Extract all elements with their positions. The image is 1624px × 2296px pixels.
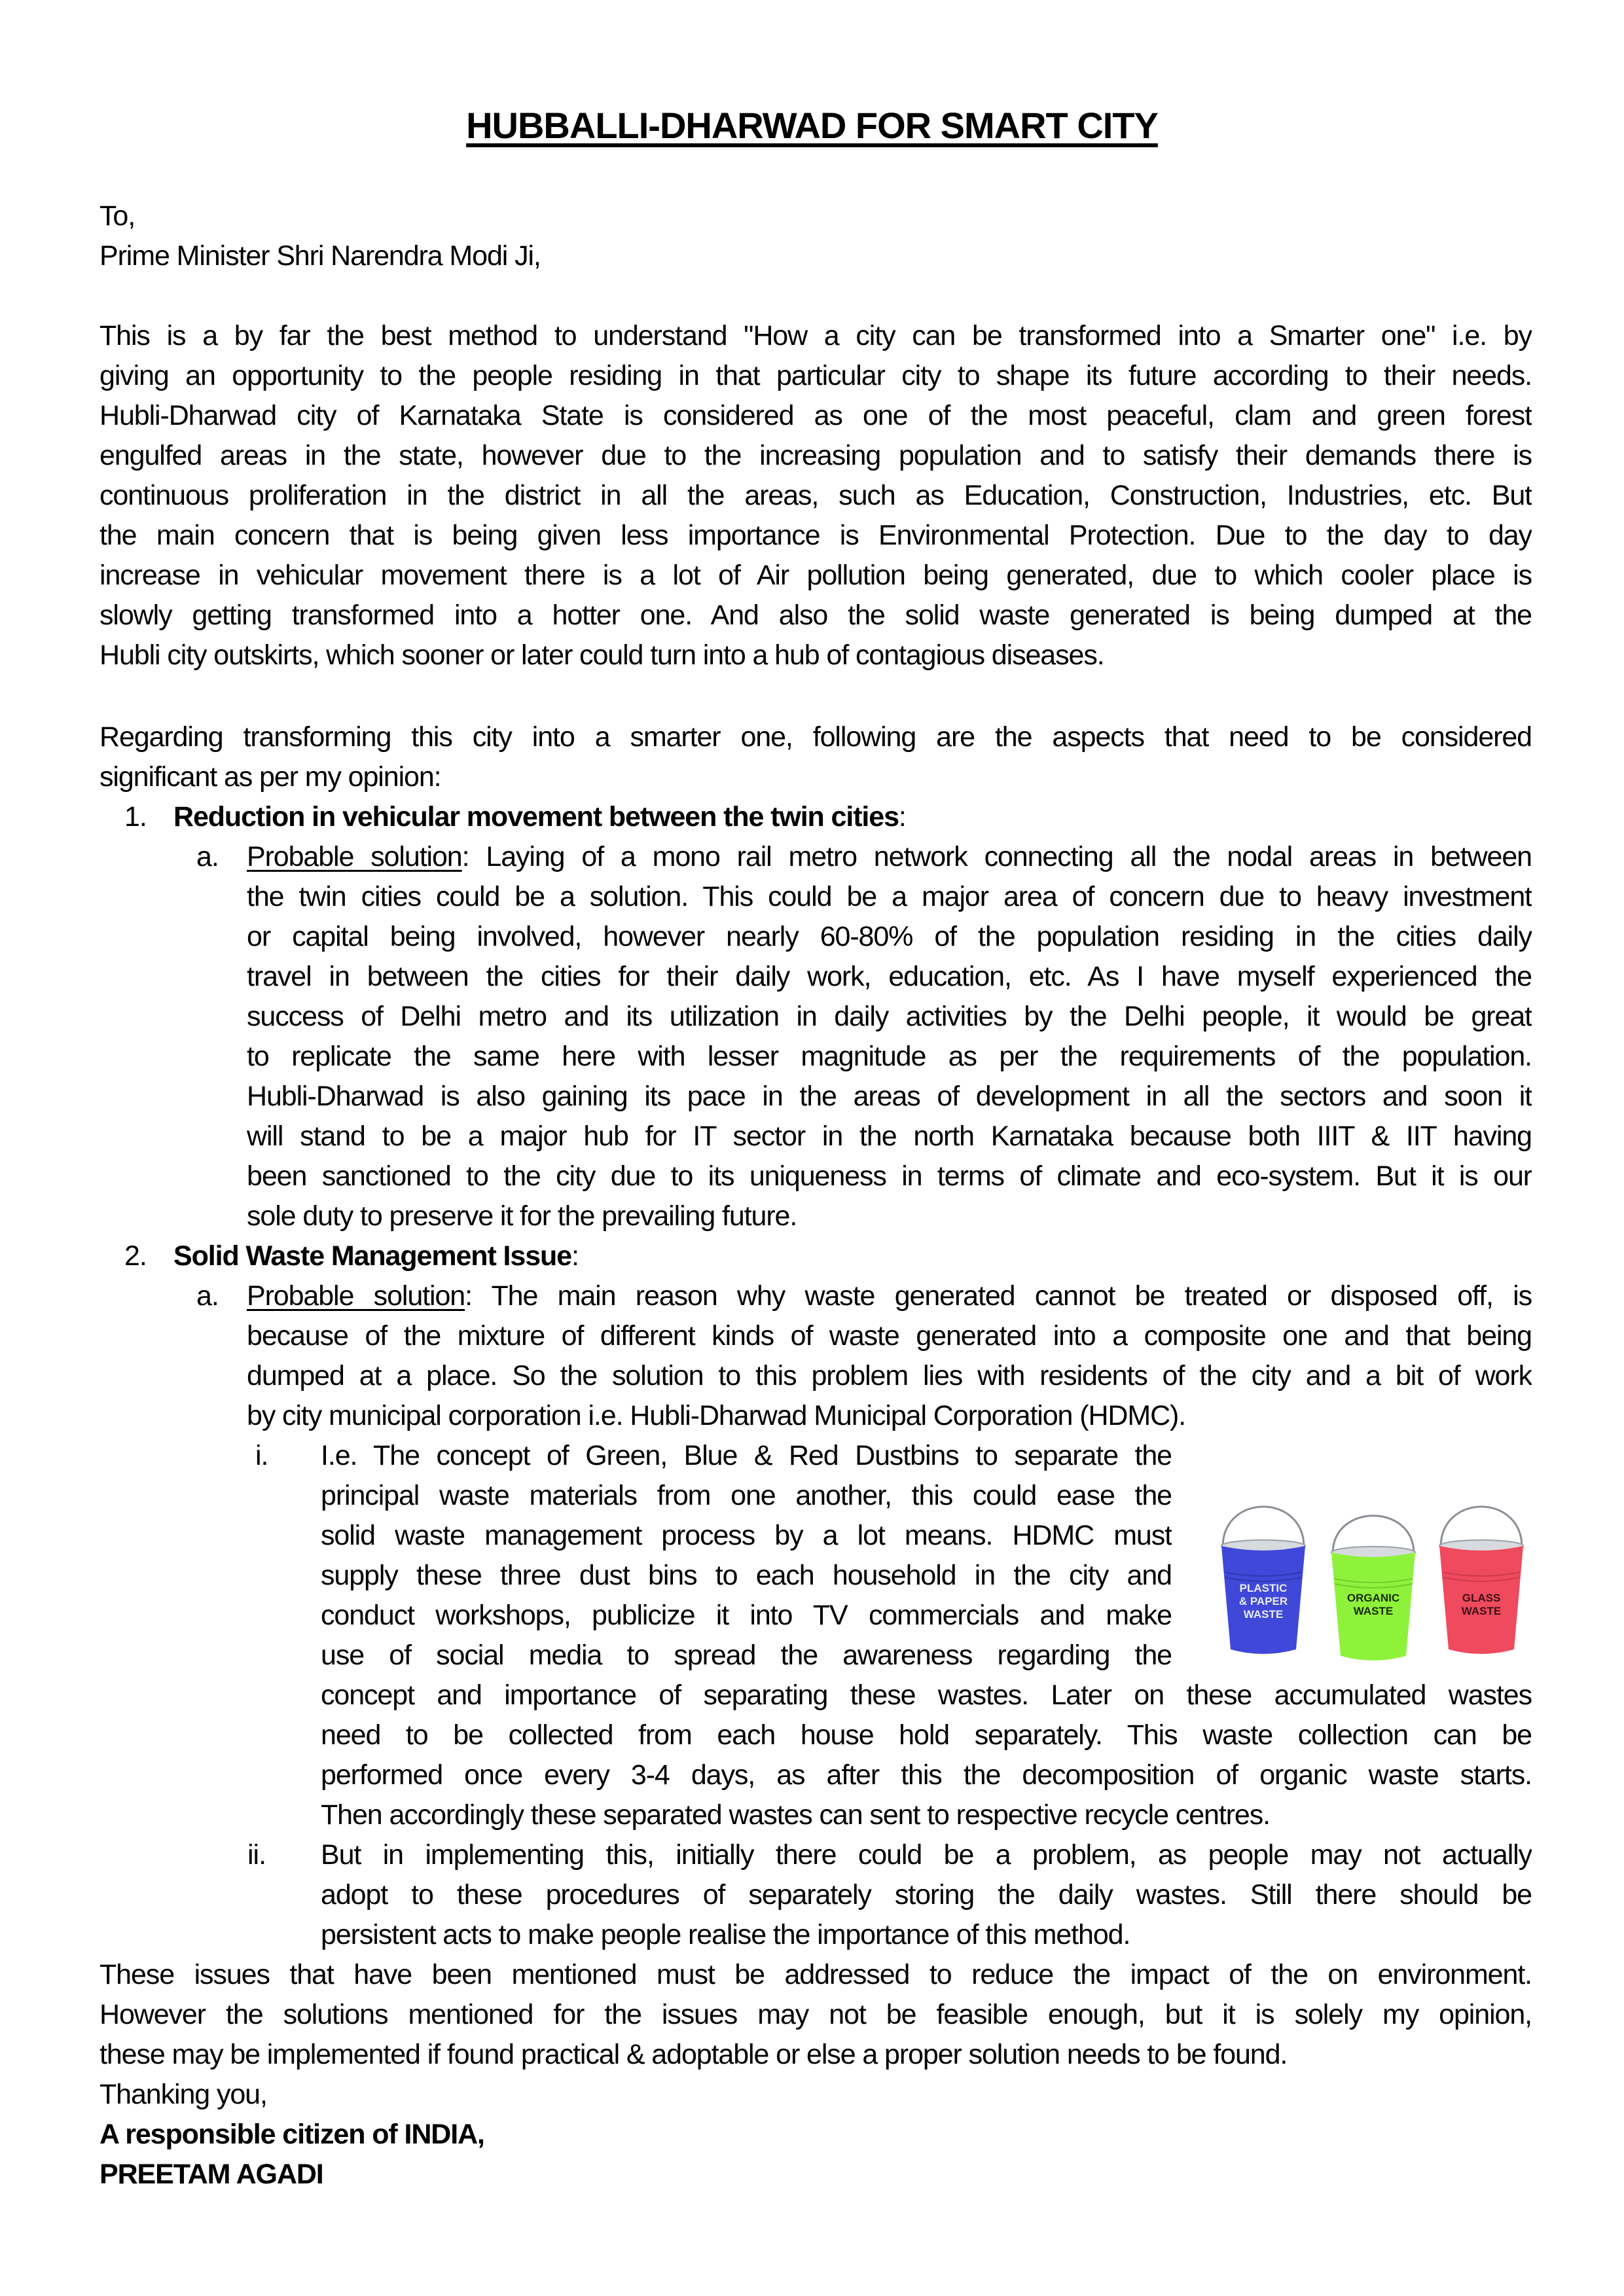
intro-line: continuous proliferation in the district in all the areas, such as Education, Construction, Industries, etc. But xyxy=(99,480,1532,511)
bin-label-line: ORGANIC xyxy=(1346,1592,1400,1604)
item-2-heading xyxy=(173,1236,1532,1276)
point-i-line: need to be collected from each house hold separately. This waste collection can be xyxy=(321,1719,1532,1751)
bin-label-plastic xyxy=(1211,1582,1316,1621)
item-2a-line: because of the mixture of different kinds of waste generated into a composite one and that being xyxy=(247,1320,1532,1352)
item-2a-line: by city municipal corporation i.e. Hubli-Dharwad Municipal Corporation (HDMC). xyxy=(247,1400,1186,1431)
bin-label-organic xyxy=(1321,1592,1426,1618)
aspects-intro xyxy=(99,717,1532,797)
bin-label-line: WASTE xyxy=(1353,1605,1394,1617)
point-i-line: supply these three dust bins to each household in the city and xyxy=(321,1560,1172,1591)
bin-label-line: PLASTIC xyxy=(1239,1582,1288,1594)
point-i-line: solid waste management process by a lot means. HDMC must xyxy=(321,1520,1172,1551)
bin-label-line: WASTE xyxy=(1461,1605,1502,1617)
point-i-line: Then accordingly these separated wastes can sent to respective recycle centres. xyxy=(321,1799,1270,1831)
point-ii-body xyxy=(321,1835,1532,1955)
item-1a-line: sole duty to preserve it for the prevailing future. xyxy=(247,1200,797,1232)
item-1a-line: success of Delhi metro and its utilization in daily activities by the Delhi people, it would be great xyxy=(247,1001,1532,1032)
point-i-line: concept and importance of separating these wastes. Later on these accumulated wastes xyxy=(321,1679,1532,1711)
closing-paragraph xyxy=(99,1955,1532,2195)
closing-line: these may be implemented if found practical & adoptable or else a proper solution needs to be found. xyxy=(99,2039,1288,2070)
item-1-heading-text: Reduction in vehicular movement between the twin cities xyxy=(173,801,899,833)
item-1a-line: been sanctioned to the city due to its uniqueness in terms of climate and eco-system. But it is our xyxy=(247,1160,1532,1192)
closing-line: These issues that have been mentioned must be addressed to reduce the impact of the on environment. xyxy=(99,1959,1532,1990)
item-2-marker: 2. xyxy=(124,1240,147,1272)
aspects-line: Regarding transforming this city into a smarter one, following are the aspects that need to be considered xyxy=(99,721,1532,753)
item-1a-line: to replicate the same here with lesser magnitude as per the requirements of the population. xyxy=(247,1041,1532,1072)
item-1a-body xyxy=(247,837,1532,1236)
dustbins-image xyxy=(1211,1480,1533,1661)
bin-label-line: WASTE xyxy=(1243,1608,1284,1621)
point-ii-line: persistent acts to make people realise the importance of this method. xyxy=(321,1919,1130,1950)
intro-line: Hubli city outskirts, which sooner or later could turn into a hub of contagious diseases. xyxy=(99,639,1104,671)
intro-line: the main concern that is being given less importance is Environmental Protection. Due to the day to day xyxy=(99,520,1532,551)
bucket-icon xyxy=(1429,1480,1534,1661)
point-i-narrow xyxy=(321,1436,1172,1676)
page-title xyxy=(0,105,1624,147)
bin-label-glass xyxy=(1429,1592,1534,1618)
item-1a-line: or capital being involved, however nearly 60-80% of the population residing in the cities daily xyxy=(247,921,1532,952)
point-ii-line: adopt to these procedures of separately storing the daily wastes. Still there should be xyxy=(321,1879,1532,1910)
point-i-line: conduct workshops, publicize it into TV commercials and make xyxy=(321,1600,1172,1631)
intro-line: Hubli-Dharwad city of Karnataka State is considered as one of the most peaceful, clam and green forest xyxy=(99,400,1532,431)
item-1-heading xyxy=(173,797,1532,837)
point-i-line: principal waste materials from one another, this could ease the xyxy=(321,1480,1172,1511)
salutation-addressee: Prime Minister Shri Narendra Modi Ji, xyxy=(99,240,541,272)
blue-dustbin xyxy=(1211,1480,1316,1661)
bucket-icon xyxy=(1211,1480,1316,1661)
bin-label-line: GLASS xyxy=(1462,1592,1501,1604)
bin-label-line: & PAPER xyxy=(1238,1595,1288,1607)
author-name: PREETAM AGADI xyxy=(99,2159,323,2190)
point-ii-line: But in implementing this, initially there could be a problem, as people may not actually xyxy=(321,1839,1532,1871)
thanks-line: Thanking you, xyxy=(99,2079,267,2110)
green-dustbin xyxy=(1321,1487,1426,1668)
point-i-line: I.e. The concept of Green, Blue & Red Dustbins to separate the xyxy=(321,1440,1172,1471)
item-1a-line: Hubli-Dharwad is also gaining its pace in the areas of development in all the sectors and soon it xyxy=(247,1081,1532,1112)
red-dustbin xyxy=(1429,1480,1534,1661)
intro-line: engulfed areas in the state, however due to the increasing population and to satisfy their demands there is xyxy=(99,440,1532,471)
salutation-to: To, xyxy=(99,200,135,232)
point-i-line: use of social media to spread the awareness regarding the xyxy=(321,1640,1172,1671)
item-2a-first-line: : The main reason why waste generated cannot be treated or disposed off, is xyxy=(465,1280,1532,1312)
aspects-line: significant as per my opinion: xyxy=(99,761,441,793)
point-i-wide xyxy=(321,1676,1532,1835)
intro-line: This is a by far the best method to understand "How a city can be transformed into a Smarter one" i.e. by xyxy=(99,320,1532,351)
intro-paragraph xyxy=(99,316,1532,675)
item-2-heading-text: Solid Waste Management Issue xyxy=(173,1240,571,1272)
item-2-heading-colon: : xyxy=(571,1240,579,1272)
item-1a-line: travel in between the cities for their daily work, education, etc. As I have myself experienced the xyxy=(247,961,1532,992)
item-1a-line: will stand to be a major hub for IT sector in the north Karnataka because both IIIT & IIT having xyxy=(247,1121,1532,1152)
item-2a-line: dumped at a place. So the solution to this problem lies with residents of the city and a bit of work xyxy=(247,1360,1532,1391)
probable-solution-label: Probable solution xyxy=(247,841,462,872)
item-1a-marker: a. xyxy=(196,841,219,872)
item-2a-marker: a. xyxy=(196,1280,219,1312)
salutation xyxy=(99,196,1532,276)
intro-line: giving an opportunity to the people residing in that particular city to shape its future according to their needs. xyxy=(99,360,1532,391)
bucket-icon xyxy=(1321,1487,1426,1668)
point-i-line: performed once every 3-4 days, as after this the decomposition of organic waste starts. xyxy=(321,1759,1532,1791)
intro-line: increase in vehicular movement there is a lot of Air pollution being generated, due to which cooler place is xyxy=(99,560,1532,591)
item-1-marker: 1. xyxy=(124,801,147,833)
item-1-heading-colon: : xyxy=(898,801,906,833)
intro-line: slowly getting transformed into a hotter one. And also the solid waste generated is being dumped at the xyxy=(99,600,1532,631)
point-ii-marker: ii. xyxy=(247,1839,266,1871)
item-1a-first-line: : Laying of a mono rail metro network connecting all the nodal areas in between xyxy=(461,841,1532,872)
probable-solution-label: Probable solution xyxy=(247,1280,465,1312)
point-i-marker: i. xyxy=(255,1440,268,1471)
signoff-line: A responsible citizen of INDIA, xyxy=(99,2119,484,2150)
closing-line: However the solutions mentioned for the issues may not be feasible enough, but it is solely my opinion, xyxy=(99,1999,1532,2030)
title-text: HUBBALLI-DHARWAD FOR SMART CITY xyxy=(466,105,1158,146)
item-1a-line: the twin cities could be a solution. This could be a major area of concern due to heavy investment xyxy=(247,881,1532,912)
item-2a-body xyxy=(247,1276,1532,1436)
